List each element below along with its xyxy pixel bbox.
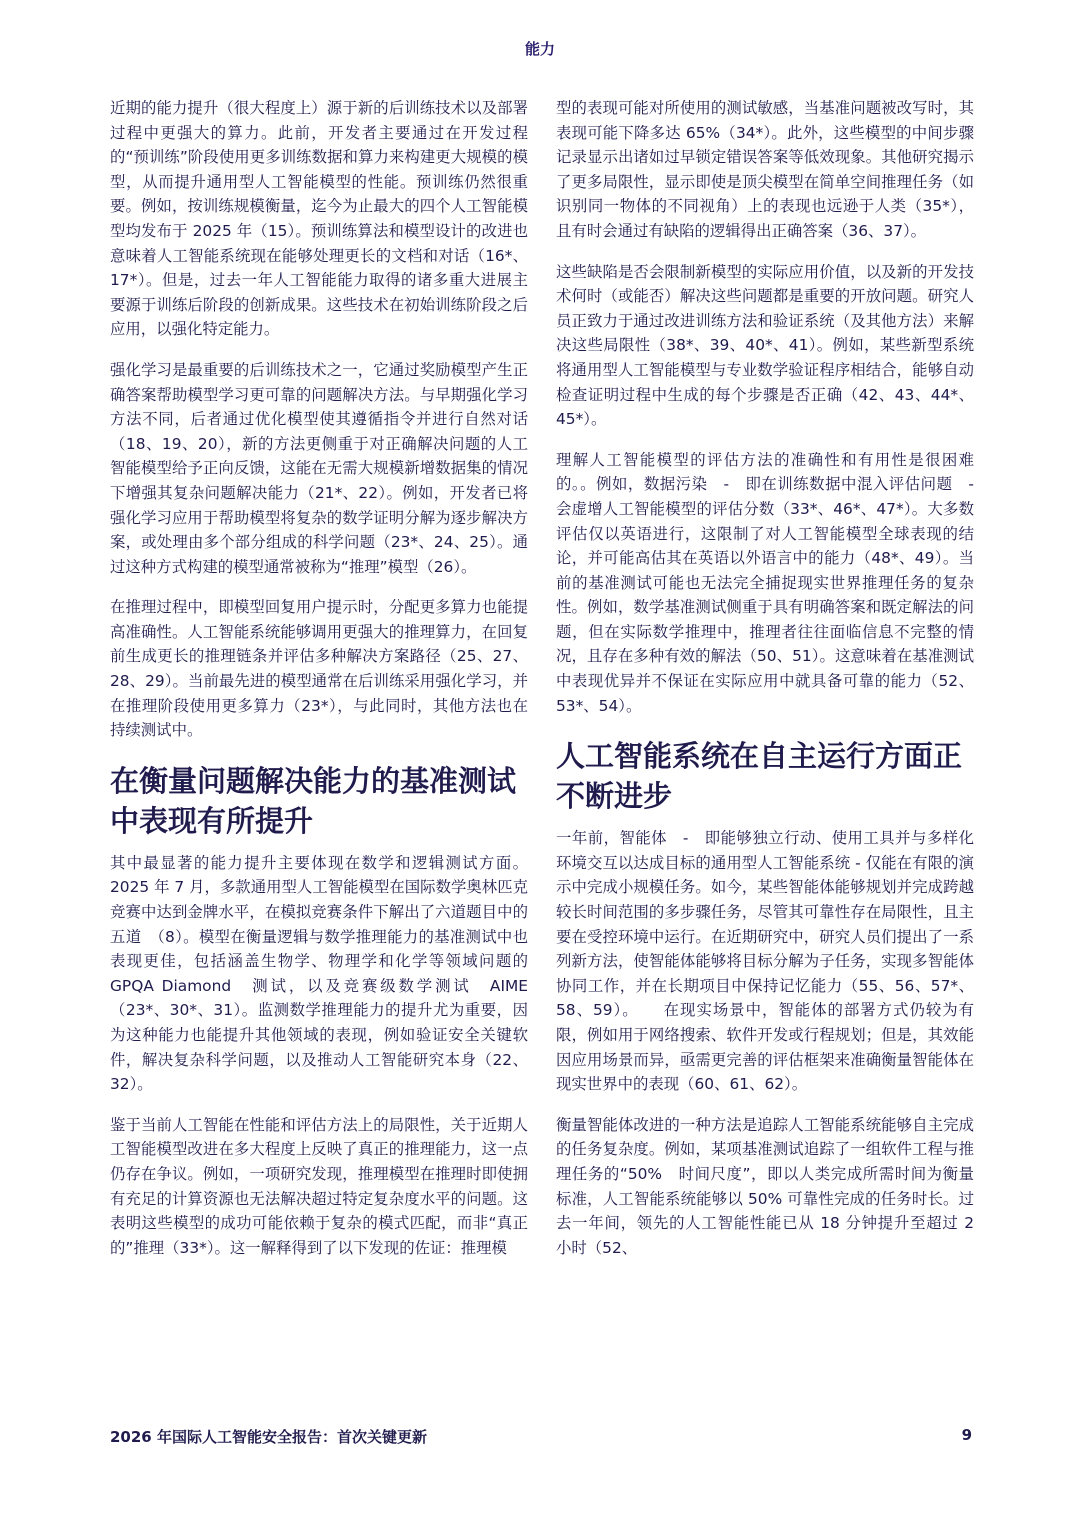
page-number: 9 xyxy=(961,1426,972,1444)
paragraph: 型的表现可能对所使用的测试敏感，当基准问题被改写时，其表现可能下降多达 65%（34*）。此外，这些模型的中间步骤记录显示出诸如过早锁定错误答案等低效现象。其他研究揭示了更多局限性，显示即使是顶尖模型在简单空间推理任务（如识别同一物体的不同视角）上的表现也远逊于人类（35*），且有时会通过有缺陷的逻辑得出正确答案（36、37）。 xyxy=(556,99,974,240)
paragraph: 其中最显著的能力提升主要体现在数学和逻辑测试方面。2025 年 7 月，多款通用型人工智能模型在国际数学奥林匹克竞赛中达到金牌水平，在模拟竞赛条件下解出了六道题目中的五道 （8）。模型在衡量逻辑与数学推理能力的基准测试中也表现更佳，包括涵盖生物学、物理学和化学等领域问题的 GPQA Diamond 测试，以及竞赛级数学测试 AIME（23*、30*、31）。监测数学推理能力的提升尤为重要，因为这种能力也能提升其他领域的表现，例如验证安全关键软件，解决复杂科学问题，以及推动人工智能研究本身（22、32）。 xyxy=(110,853,544,1094)
paragraph: 强化学习是最重要的后训练技术之一，它通过奖励模型产生正确答案帮助模型学习更可靠的问题解决方法。与早期强化学习方法不同，后者通过优化模型使其遵循指令并进行自然对话（18、19、20），新的方法更侧重于对正确解决问题的人工智能模型给予正向反馈，这能在无需大规模新增数据集的情况下增强其复杂问题解决能力（21*、22）。例如，开发者已将强化学习应用于帮助模型将复杂的数学证明分解为逐步解决方案，或处理由多个部分组成的科学问题（23*、24、25）。通过这种方式构建的模型通常被称为“推理”模型（26）。 xyxy=(110,360,528,576)
paragraph: 这些缺陷是否会限制新模型的实际应用价值，以及新的开发技术何时（或能否）解决这些问题都是重要的开放问题。研究人员正致力于通过改进训练方法和验证系统（及其他方法）来解决这些局限性（38*、39、40*、41）。例如，某些新型系统将通用型人工智能模型与专业数学验证程序相结合，能够自动检查证明过程中生成的每个步骤是否正确（42、43、44*、45*）。 xyxy=(556,262,974,429)
section-heading: 在衡量问题解决能力的基准测试中表现有所提升 xyxy=(110,763,517,838)
paragraph: 理解人工智能模型的评估方法的准确性和有用性是很困难的。。例如，数据污染 - 即在训练数据中混入评估问题 - 会虚增人工智能模型的评估分数（33*、46*、47*）。大多数评估仅以英语进行，这限制了对人工智能模型全球表现的结论，并可能高估其在英语以外语言中的能力（48*、49）。当前的基准测试可能也无法完全捕捉现实世界推理任务的复杂性。例如，数学基准测试侧重于具有明确答案和既定解法的问题，但在实际数学推理中，推理者往往面临信息不完整的情况，且存在多种有效的解法（50、51）。这意味着在基准测试中表现优异并不保证在实际应用中就具备可靠的能力（52、53*、54）。 xyxy=(556,450,990,715)
paragraph: 一年前，智能体 - 即能够独立行动、使用工具并与多样化环境交互以达成目标的通用型人工智能系统 - 仅能在有限的演示中完成小规模任务。如今，某些智能体能够规划并完成跨越较长时间范围的多步骤任务，尽管其可靠性存在局限性，且主要在受控环境中运行。在近期研究中，研究人员们提出了一系列新方法，使智能体能够将目标分解为子任务，实现多智能体协同工作，并在长期项目中保持记忆能力（55、56、57*、58、59）。 在现实场景中，智能体的部署方式仍较为有限，例如用于网络搜索、软件开发或行程规划；但是，其效能因应用场景而异，亟需更完善的评估框架来准确衡量智能体在现实世界中的表现（60、61、62）。 xyxy=(556,829,974,1094)
section-heading: 人工智能系统在自主运行方面正不断进步 xyxy=(556,739,963,814)
paragraph: 近期的能力提升（很大程度上）源于新的后训练技术以及部署过程中更强大的算力。此前，开发者主要通过在开发过程的“预训练”阶段使用更多训练数据和算力来构建更大规模的模型，从而提升通用型人工智能模型的性能。预训练仍然很重要。例如，按训练规模衡量，迄今为止最大的四个人工智能模型均发布于 2025 年（15）。预训练算法和模型设计的改进也意味着人工智能系统现在能够处理更长的文档和对话（16*、17*）。但是，过去一年人工智能能力取得的诸多重大进展主要源于训练后阶段的创新成果。这些技术在初始训练阶段之后应用，以强化特定能力。 xyxy=(110,99,528,339)
paragraph: 在推理过程中，即模型回复用户提示时，分配更多算力也能提高准确性。人工智能系统能够调用更强大的推理算力，在回复前生成更长的推理链条并评估多种解决方案路径（25、27、28、29）。当前最先进的模型通常在后训练采用强化学习，并在推理阶段使用更多算力（23*），与此同时，其他方法也在持续测试中。 xyxy=(110,598,528,740)
report-title-footer: 2026 年国际人工智能安全报告：首次关键更新 xyxy=(110,1428,427,1446)
right-column xyxy=(556,96,990,1276)
paragraph: 衡量智能体改进的一种方法是追踪人工智能系统能够自主完成的任务复杂度。例如，某项基准测试追踪了一组软件工程与推理任务的“50% 时间尺度”，即以人类完成所需时间为衡量标准，人工智能系统能够以 50% 可靠性完成的任务时长。过去一年间，领先的人工智能性能已从 18 分钟提升至超过 2 小时（52、 xyxy=(556,1115,974,1257)
section-header: 能力 xyxy=(524,40,555,58)
paragraph: 鉴于当前人工智能在性能和评估方法上的局限性，关于近期人工智能模型改进在多大程度上反映了真正的推理能力，这一点仍存在争议。例如，一项研究发现，推理模型在推理时即使拥有充足的计算资源也无法解决超过特定复杂度水平的问题。这表明这些模型的成功可能依赖于复杂的模式匹配，而非“真正的”推理（33*）。这一解释得到了以下发现的佐证：推理模 xyxy=(110,1115,528,1257)
left-column xyxy=(110,96,544,1276)
